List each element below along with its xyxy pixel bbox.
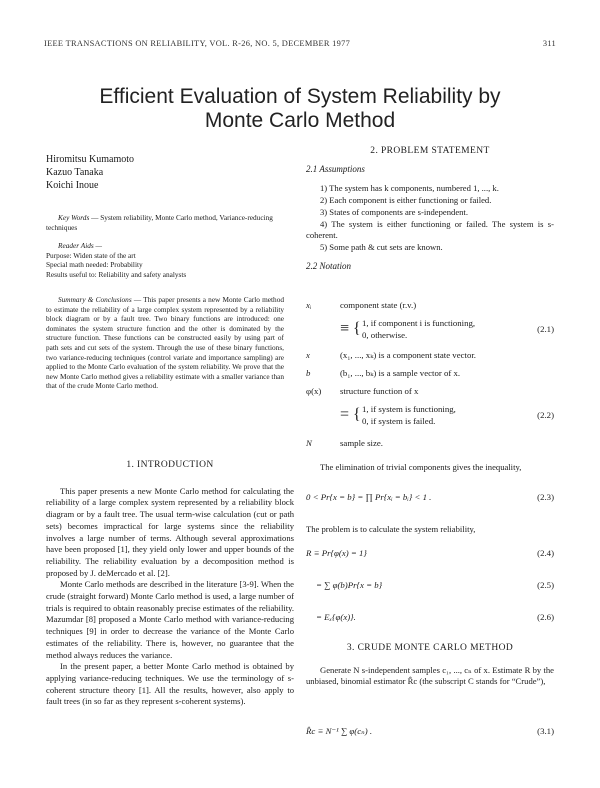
section-crude-monte-carlo (306, 643, 554, 688)
paragraph: Generate N s-independent samples c₁, ..., cₙ of x. Estimate R by the unbiased, binomial estimator R̂c (the subscript C stands for “Crude”), (306, 664, 554, 687)
keywords-text: — System reliability, Monte Carlo method, Variance-reducing techniques (46, 213, 273, 232)
notation-symbol: xᵢ (306, 300, 312, 310)
reader-aids-purpose: Purpose: Widen state of the art (46, 250, 136, 260)
section-heading: 3. CRUDE MONTE CARLO METHOD (346, 643, 514, 653)
notation-desc: (b₁, ..., bₖ) is a sample vector of x. (340, 368, 461, 378)
paragraph: Monte Carlo methods are described in the literature [3-9]. When the crude (straight forward) Monte Carlo method is used, a large number of trials is required to obtain reasonably precise estimates of the reliability. Mazumdar [8] proposed a Monte Carlo method with variance-reducing techniques [9] in order to decrease the variance of the Monte Carlo estimates of the reliability. There is, however, no guarantee that the method always reduces the variance. (46, 579, 294, 660)
equation-number: (2.6) (537, 612, 554, 622)
equation-intro-text: The elimination of trivial components gives the inequality, (320, 462, 522, 472)
keywords (46, 213, 284, 232)
section-introduction (46, 460, 294, 708)
equation-number: (3.1) (537, 726, 554, 736)
notation-symbol: x (306, 350, 310, 360)
equiv-brace: ≡ { (340, 320, 361, 337)
equation-number: (2.3) (537, 492, 554, 502)
reader-aids (46, 241, 284, 279)
case-line: 0, otherwise. (362, 330, 408, 340)
paragraph: In the present paper, a better Monte Carlo method is obtained by applying variance-reducing techniques. We use the terminology of s-coherent structure theory [1]. All the results, however, also apply to fault trees (in so far as they represent s-coherent systems). (46, 661, 294, 707)
section-problem (306, 146, 554, 272)
notation-desc: (x₁, ..., xₖ) is a component state vector. (340, 350, 476, 360)
list-item: 3) States of components are s-independent. (320, 206, 468, 217)
equation: R̂c ≡ N⁻¹ ∑ φ(cₙ) . (306, 726, 373, 736)
subsection-heading: 2.1 Assumptions (306, 163, 365, 174)
section-heading: 2. PROBLEM STATEMENT (370, 146, 490, 156)
case-line: 1, if component i is functioning, (362, 318, 476, 328)
author-list (46, 153, 134, 192)
notation-symbol: b (306, 368, 311, 378)
equations-block (306, 462, 554, 632)
equation-number: (2.5) (537, 580, 554, 590)
list-item: 2) Each component is either functioning or failed. (320, 195, 492, 206)
author: Koichi Inoue (46, 180, 99, 191)
list-item: 1) The system has k components, numbered 1, ..., k. (320, 183, 499, 194)
journal-line: IEEE TRANSACTIONS ON RELIABILITY, VOL. R-26, NO. 5, DECEMBER 1977 (44, 39, 351, 48)
equation: 0 < Pr{x = b} = ∏ Pr{xᵢ = bᵢ} < 1 . (306, 492, 432, 502)
running-header (44, 39, 556, 48)
reader-aids-math: Special math needed: Probability (46, 260, 143, 270)
reader-aids-results: Results useful to: Reliability and safety analysts (46, 269, 187, 279)
list-item: 4) The system is either functioning or failed. The system is s-coherent. (306, 218, 554, 241)
equation-number: (2.4) (537, 548, 554, 558)
equation-3-1 (306, 722, 554, 746)
equation: R ≡ Pr{φ(x) = 1} (306, 548, 367, 558)
notation-desc: structure function of x (340, 386, 419, 396)
abstract-text: — This paper presents a new Monte Carlo method to estimate the reliability of a large complex system represented by a reliability block diagram or by a fault tree. Two binary functions are introduced: one dominates the system structure function and the other is dominated by the structure function. These functions can be constructed easily by using part of path sets and cut sets of the system. Through the use of these binary functions, two variance-reducing techniques (control variate and importance sampling) are applied to the Monte Carlo evaluation of the system reliability. We prove that the new Monte Carlo method gives a reliability estimate with a smaller variance than that of the crude Monte Carlo method. (46, 295, 284, 391)
section-heading: 1. INTRODUCTION (126, 460, 214, 470)
paper-title (0, 85, 600, 133)
author: Hiromitsu Kumamoto (46, 154, 135, 165)
abstract-label: Summary & Conclusions (58, 295, 132, 304)
equation: = ∑ φ(b)Pr{x = b} (316, 580, 383, 590)
equation-number: (2.1) (537, 324, 554, 334)
reader-aids-title: Reader Aids — (58, 241, 103, 250)
author: Kazuo Tanaka (46, 167, 104, 178)
page-number: 311 (542, 39, 556, 48)
abstract (46, 295, 284, 391)
notation-desc: component state (r.v.) (340, 300, 417, 310)
equiv-brace: = { (340, 406, 361, 423)
equation-intro-text: The problem is to calculate the system reliability, (306, 524, 476, 534)
case-line: 0, if system is failed. (362, 416, 436, 426)
list-item: 5) Some path & cut sets are known. (320, 241, 443, 252)
assumptions-list (306, 183, 554, 253)
notation-symbol: φ(x) (306, 386, 322, 396)
equation-number: (2.2) (537, 410, 554, 420)
paragraph: This paper presents a new Monte Carlo method for calculating the reliability of a large complex system represented by a reliability block diagram or by a fault tree. The usual term-wise calculation (cut or path sets) becomes impractical for large systems since the reliability involves a large number of terms. Although several approximations have been proposed [1], they yield only lower and upper bounds of the reliability. The reliability evaluation by a decomposition method is proposed by J. deMercado et al. [2]. (46, 485, 294, 578)
equation: = Eₓ{φ(x)}. (316, 612, 356, 622)
title-line-2: Monte Carlo Method (204, 109, 396, 132)
title-line-1: Efficient Evaluation of System Reliability by (99, 85, 501, 108)
keywords-label: Key Words (58, 213, 90, 222)
case-line: 1, if system is functioning, (362, 404, 456, 414)
subsection-heading: 2.2 Notation (306, 260, 352, 271)
notation-symbol: N (306, 438, 312, 448)
notation-desc: sample size. (340, 438, 383, 448)
